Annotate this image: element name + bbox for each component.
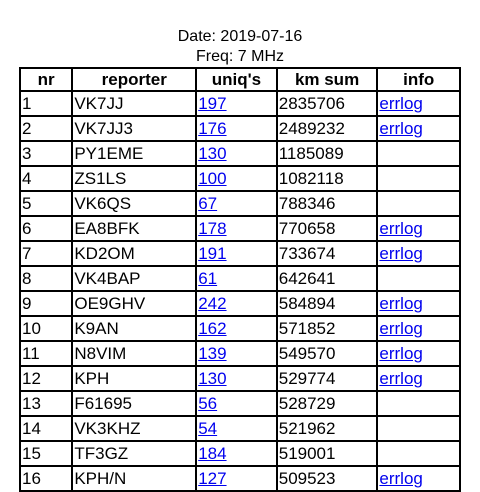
- header-uniqs: uniq's: [196, 68, 277, 91]
- table-row: [20, 191, 460, 216]
- cell-km-sum: 642641: [277, 266, 378, 291]
- cell-info: [377, 416, 460, 441]
- cell-km-sum: 521962: [277, 416, 378, 441]
- report-date: Date: 2019-07-16: [177, 28, 303, 45]
- cell-uniqs: [196, 416, 277, 441]
- table-row: [20, 216, 460, 241]
- table-row: [20, 291, 460, 316]
- errlog-link[interactable]: errlog: [379, 119, 423, 138]
- cell-uniqs: [196, 291, 277, 316]
- cell-info: [377, 141, 460, 166]
- cell-reporter: VK3KHZ: [72, 416, 196, 441]
- table-body: [20, 91, 460, 491]
- table-row: [20, 141, 460, 166]
- cell-nr: 13: [20, 391, 72, 416]
- uniqs-link[interactable]: 67: [198, 194, 218, 213]
- cell-km-sum: 1082118: [277, 166, 378, 191]
- table-row: [20, 366, 460, 391]
- table-row: [20, 341, 460, 366]
- cell-nr: 7: [20, 241, 72, 266]
- cell-km-sum: 2489232: [277, 116, 378, 141]
- uniqs-link[interactable]: 130: [198, 369, 227, 388]
- uniqs-link[interactable]: 54: [198, 419, 218, 438]
- cell-km-sum: 2835706: [277, 91, 378, 116]
- table-row: [20, 441, 460, 466]
- cell-info: [377, 316, 460, 341]
- cell-uniqs: [196, 316, 277, 341]
- cell-km-sum: 584894: [277, 291, 378, 316]
- cell-uniqs: [196, 441, 277, 466]
- cell-nr: 8: [20, 266, 72, 291]
- cell-nr: 9: [20, 291, 72, 316]
- cell-nr: 4: [20, 166, 72, 191]
- cell-reporter: VK7JJ: [72, 91, 196, 116]
- uniqs-link[interactable]: 178: [198, 219, 227, 238]
- cell-uniqs: [196, 266, 277, 291]
- cell-uniqs: [196, 191, 277, 216]
- table-row: [20, 91, 460, 116]
- cell-uniqs: [196, 91, 277, 116]
- table-row: [20, 316, 460, 341]
- uniqs-link[interactable]: 61: [198, 269, 218, 288]
- table-row: [20, 116, 460, 141]
- cell-uniqs: [196, 166, 277, 191]
- cell-uniqs: [196, 366, 277, 391]
- cell-reporter: K9AN: [72, 316, 196, 341]
- cell-km-sum: 733674: [277, 241, 378, 266]
- header-km-sum: km sum: [277, 68, 378, 91]
- table-row: [20, 266, 460, 291]
- reporter-table: [19, 67, 461, 492]
- cell-info: [377, 441, 460, 466]
- cell-nr: 5: [20, 191, 72, 216]
- cell-info: [377, 366, 460, 391]
- cell-km-sum: 788346: [277, 191, 378, 216]
- cell-nr: 1: [20, 91, 72, 116]
- header-nr: nr: [20, 68, 72, 91]
- errlog-link[interactable]: errlog: [379, 344, 423, 363]
- cell-uniqs: [196, 141, 277, 166]
- cell-uniqs: [196, 391, 277, 416]
- cell-nr: 14: [20, 416, 72, 441]
- cell-reporter: OE9GHV: [72, 291, 196, 316]
- uniqs-link[interactable]: 184: [198, 444, 227, 463]
- uniqs-link[interactable]: 242: [198, 294, 227, 313]
- uniqs-link[interactable]: 130: [198, 144, 227, 163]
- cell-info: [377, 241, 460, 266]
- errlog-link[interactable]: errlog: [379, 369, 423, 388]
- cell-info: [377, 466, 460, 491]
- table-row: [20, 416, 460, 441]
- uniqs-link[interactable]: 176: [198, 119, 227, 138]
- uniqs-link[interactable]: 56: [198, 394, 218, 413]
- cell-info: [377, 166, 460, 191]
- uniqs-link[interactable]: 191: [198, 244, 227, 263]
- cell-info: [377, 91, 460, 116]
- cell-info: [377, 191, 460, 216]
- cell-info: [377, 391, 460, 416]
- cell-nr: 6: [20, 216, 72, 241]
- cell-reporter: KD2OM: [72, 241, 196, 266]
- cell-reporter: VK7JJ3: [72, 116, 196, 141]
- errlog-link[interactable]: errlog: [379, 294, 423, 313]
- cell-nr: 16: [20, 466, 72, 491]
- cell-info: [377, 116, 460, 141]
- cell-km-sum: 528729: [277, 391, 378, 416]
- table-row: [20, 241, 460, 266]
- table-row: [20, 391, 460, 416]
- uniqs-link[interactable]: 139: [198, 344, 227, 363]
- cell-uniqs: [196, 341, 277, 366]
- cell-km-sum: 509523: [277, 466, 378, 491]
- errlog-link[interactable]: errlog: [379, 319, 423, 338]
- cell-km-sum: 770658: [277, 216, 378, 241]
- cell-reporter: N8VIM: [72, 341, 196, 366]
- report-frequency: Freq: 7 MHz: [195, 48, 284, 65]
- cell-km-sum: 1185089: [277, 141, 378, 166]
- table-row: [20, 166, 460, 191]
- uniqs-link[interactable]: 162: [198, 319, 227, 338]
- cell-nr: 12: [20, 366, 72, 391]
- errlog-link[interactable]: errlog: [379, 244, 423, 263]
- cell-info: [377, 341, 460, 366]
- errlog-link[interactable]: errlog: [379, 219, 423, 238]
- cell-info: [377, 216, 460, 241]
- cell-km-sum: 549570: [277, 341, 378, 366]
- cell-reporter: VK6QS: [72, 191, 196, 216]
- header-row: [20, 68, 460, 91]
- cell-reporter: ZS1LS: [72, 166, 196, 191]
- cell-uniqs: [196, 466, 277, 491]
- cell-reporter: PY1EME: [72, 141, 196, 166]
- cell-nr: 3: [20, 141, 72, 166]
- cell-uniqs: [196, 116, 277, 141]
- cell-uniqs: [196, 241, 277, 266]
- header-reporter: reporter: [72, 68, 196, 91]
- cell-nr: 11: [20, 341, 72, 366]
- errlog-link[interactable]: errlog: [379, 94, 423, 113]
- uniqs-link[interactable]: 100: [198, 169, 227, 188]
- cell-km-sum: 571852: [277, 316, 378, 341]
- cell-reporter: KPH: [72, 366, 196, 391]
- uniqs-link[interactable]: 127: [198, 469, 227, 488]
- cell-uniqs: [196, 216, 277, 241]
- cell-nr: 2: [20, 116, 72, 141]
- header-info: info: [377, 68, 460, 91]
- cell-km-sum: 529774: [277, 366, 378, 391]
- cell-km-sum: 519001: [277, 441, 378, 466]
- cell-nr: 10: [20, 316, 72, 341]
- cell-info: [377, 291, 460, 316]
- cell-nr: 15: [20, 441, 72, 466]
- cell-reporter: KPH/N: [72, 466, 196, 491]
- errlog-link[interactable]: errlog: [379, 469, 423, 488]
- cell-reporter: TF3GZ: [72, 441, 196, 466]
- uniqs-link[interactable]: 197: [198, 94, 227, 113]
- cell-info: [377, 266, 460, 291]
- cell-reporter: EA8BFK: [72, 216, 196, 241]
- cell-reporter: VK4BAP: [72, 266, 196, 291]
- table-row: [20, 466, 460, 491]
- cell-reporter: F61695: [72, 391, 196, 416]
